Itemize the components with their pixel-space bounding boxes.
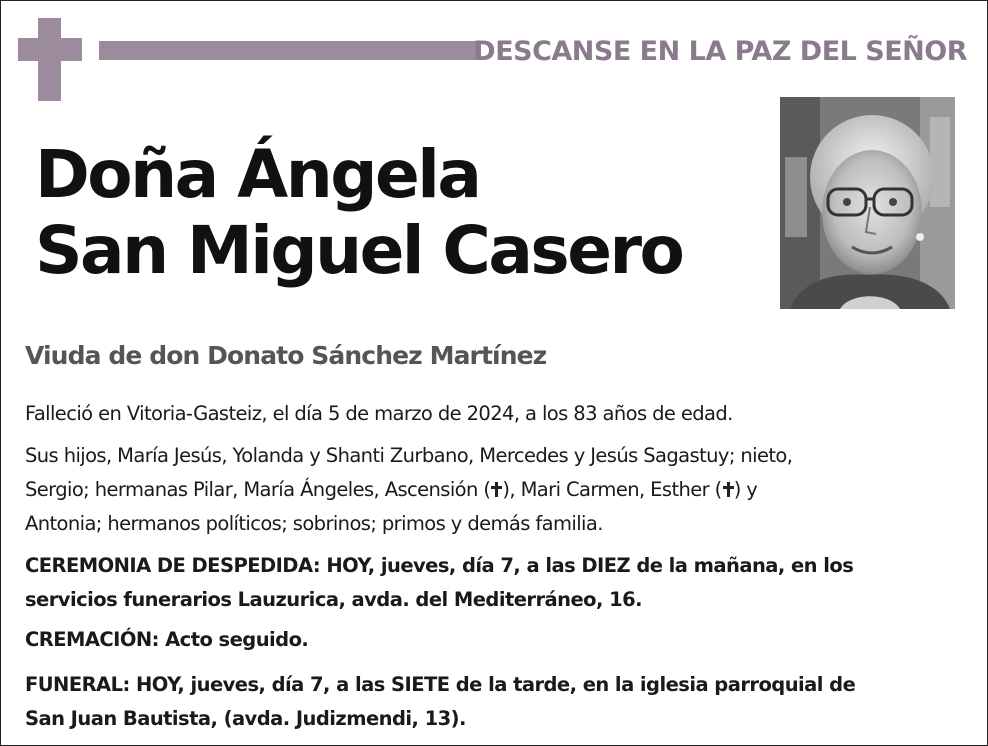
family-line-1: Sus hijos, María Jesús, Yolanda y Shanti Zurbano, Mercedes y Jesús Sagastuy; nieto, xyxy=(25,444,793,467)
portrait-photo xyxy=(780,97,955,309)
funeral-line-2: San Juan Bautista, (avda. Judizmendi, 13). xyxy=(25,707,466,730)
deceased-name-line1: Doña Ángela xyxy=(35,136,480,213)
death-notice xyxy=(25,397,965,431)
family-line-2a: Sergio; hermanas Pilar, María Ángeles, Ascensión ( xyxy=(25,478,491,501)
family-line-2c: ) y xyxy=(733,478,758,501)
family-paragraph xyxy=(25,439,965,541)
funeral-paragraph xyxy=(25,668,965,736)
funeral-line-1: FUNERAL: HOY, jueves, día 7, a las SIETE de la tarde, en la iglesia parroquial de xyxy=(25,673,856,696)
cremation-paragraph xyxy=(25,623,965,657)
deceased-name-line2: San Miguel Casero xyxy=(35,212,683,289)
cross-icon xyxy=(490,481,502,497)
cremation-text: CREMACIÓN: Acto seguido. xyxy=(25,628,309,651)
ceremony-paragraph xyxy=(25,549,965,617)
ceremony-line-1: CEREMONIA DE DESPEDIDA: HOY, jueves, día 7, a las DIEZ de la mañana, en los xyxy=(25,554,854,577)
header-band xyxy=(99,41,481,60)
cross-icon xyxy=(722,481,734,497)
death-notice-text: Falleció en Vitoria-Gasteiz, el día 5 de marzo de 2024, a los 83 años de edad. xyxy=(25,402,733,425)
widow-subtitle: Viuda de don Donato Sánchez Martínez xyxy=(25,341,547,370)
family-line-2 xyxy=(25,473,965,507)
family-line-3: Antonia; hermanos políticos; sobrinos; primos y demás familia. xyxy=(25,512,603,535)
header-title: DESCANSE EN LA PAZ DEL SEÑOR xyxy=(473,36,967,67)
ceremony-line-2: servicios funerarios Lauzurica, avda. del Mediterráneo, 16. xyxy=(25,588,642,611)
family-line-2b: ), Mari Carmen, Esther ( xyxy=(502,478,722,501)
